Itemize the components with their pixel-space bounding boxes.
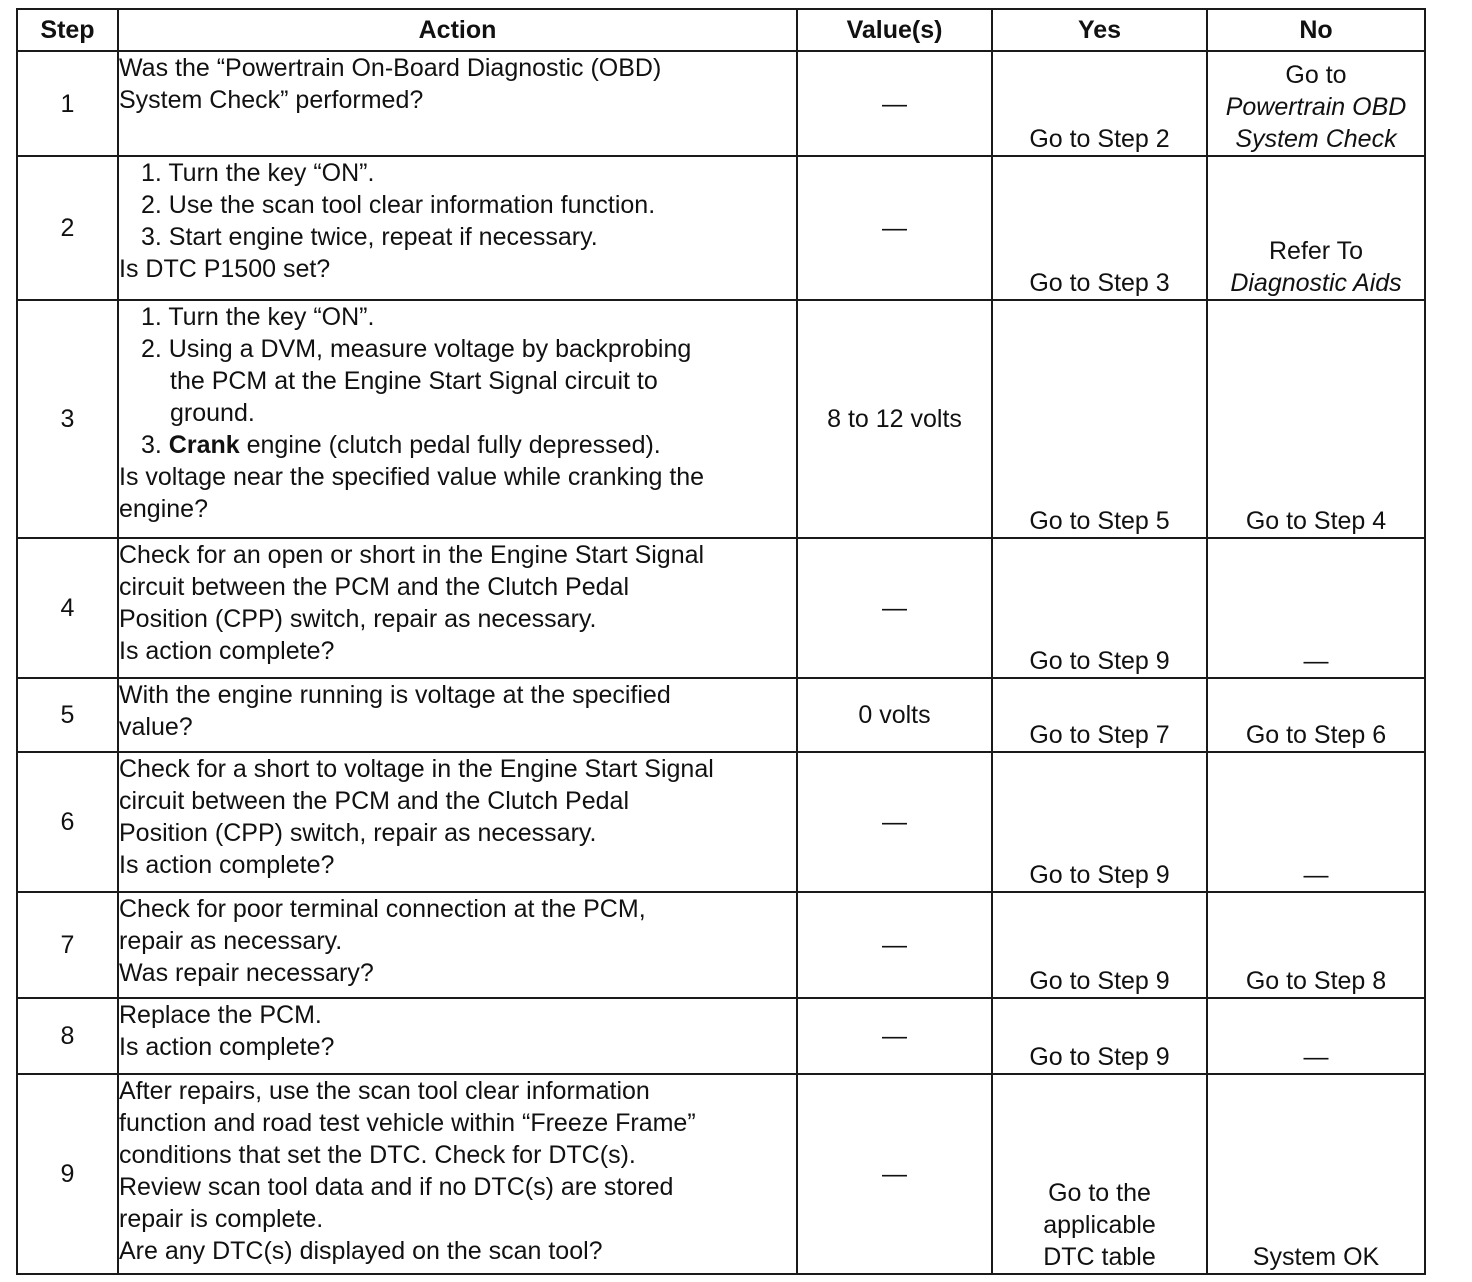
no-text: Go to: [1285, 61, 1347, 89]
action-question: engine?: [119, 495, 208, 523]
yes-text: applicable: [1043, 1211, 1156, 1239]
action-item: 1. Turn the key “ON”.: [141, 159, 375, 187]
yes-cell: Go to Step 9: [992, 752, 1207, 892]
action-text: After repairs, use the scan tool clear information: [119, 1077, 650, 1105]
step-number: 8: [17, 998, 118, 1074]
table-row: [17, 678, 1425, 752]
step-number: 1: [17, 51, 118, 156]
value-cell: 8 to 12 volts: [797, 300, 992, 538]
no-cell: —: [1207, 998, 1425, 1074]
action-text: Check for poor terminal connection at the PCM,: [119, 895, 646, 923]
value-cell: —: [797, 1074, 992, 1274]
action-text: Check for a short to voltage in the Engine Start Signal: [119, 755, 714, 783]
action-cell: [118, 1074, 797, 1274]
no-cell: —: [1207, 538, 1425, 678]
header-yes: Yes: [992, 9, 1207, 51]
no-cell: [1207, 156, 1425, 300]
action-cell: [118, 156, 797, 300]
table-row: [17, 538, 1425, 678]
action-cell: [118, 892, 797, 998]
header-step: Step: [17, 9, 118, 51]
action-cell: [118, 678, 797, 752]
yes-cell: Go to Step 2: [992, 51, 1207, 156]
yes-cell: Go to Step 5: [992, 300, 1207, 538]
yes-cell: Go to Step 3: [992, 156, 1207, 300]
table-row: [17, 998, 1425, 1074]
action-text: With the engine running is voltage at the specified: [119, 681, 671, 709]
step-number: 3: [17, 300, 118, 538]
table-row: [17, 51, 1425, 156]
action-item: 1. Turn the key “ON”.: [141, 303, 375, 331]
action-text: System Check” performed?: [119, 86, 424, 114]
action-question: Is DTC P1500 set?: [119, 255, 331, 283]
action-question: Is action complete?: [119, 851, 335, 879]
no-text: Refer To: [1268, 237, 1364, 265]
action-question: Are any DTC(s) displayed on the scan tool?: [119, 1237, 603, 1265]
no-cell: Go to Step 8: [1207, 892, 1425, 998]
step-number: 4: [17, 538, 118, 678]
yes-cell: Go to Step 9: [992, 998, 1207, 1074]
action-item: 2. Use the scan tool clear information function.: [141, 191, 656, 219]
table-row: [17, 892, 1425, 998]
action-text: circuit between the PCM and the Clutch Pedal: [119, 573, 629, 601]
value-cell: —: [797, 51, 992, 156]
no-reference: Powertrain OBD: [1225, 93, 1407, 121]
no-cell: Go to Step 4: [1207, 300, 1425, 538]
value-cell: —: [797, 892, 992, 998]
value-cell: —: [797, 752, 992, 892]
action-cell: [118, 752, 797, 892]
action-text: repair as necessary.: [119, 927, 343, 955]
action-cell: [118, 51, 797, 156]
action-cell: [118, 998, 797, 1074]
header-no: No: [1207, 9, 1425, 51]
yes-cell: Go to Step 9: [992, 892, 1207, 998]
step-number: 2: [17, 156, 118, 300]
action-text: Position (CPP) switch, repair as necessary.: [119, 605, 597, 633]
action-text: circuit between the PCM and the Clutch Pedal: [119, 787, 629, 815]
step-number: 5: [17, 678, 118, 752]
action-question: Was repair necessary?: [119, 959, 374, 987]
no-cell: Go to Step 6: [1207, 678, 1425, 752]
action-cell: [118, 300, 797, 538]
header-action: Action: [118, 9, 797, 51]
value-cell: —: [797, 538, 992, 678]
action-text: value?: [119, 713, 193, 741]
no-cell: [1207, 51, 1425, 156]
table-row: [17, 1074, 1425, 1274]
diagnostic-table: [16, 8, 1426, 1275]
value-cell: —: [797, 998, 992, 1074]
step-number: 7: [17, 892, 118, 998]
action-text: function and road test vehicle within “Freeze Frame”: [119, 1109, 696, 1137]
yes-cell: Go to Step 9: [992, 538, 1207, 678]
action-text: repair is complete.: [119, 1205, 324, 1233]
action-text: conditions that set the DTC. Check for DTC(s).: [119, 1141, 636, 1169]
action-item: 3. Crank engine (clutch pedal fully depressed).: [141, 431, 661, 459]
table-row: [17, 300, 1425, 538]
action-question: Is action complete?: [119, 1033, 335, 1061]
table-header-row: [17, 9, 1425, 51]
no-reference: Diagnostic Aids: [1230, 269, 1402, 297]
action-item: 2. Using a DVM, measure voltage by backprobing the PCM at the Engine Start Signal circuit to ground.: [141, 335, 692, 427]
action-question: Is voltage near the specified value while cranking the: [119, 463, 705, 491]
action-text: Review scan tool data and if no DTC(s) are stored: [119, 1173, 674, 1201]
no-cell: System OK: [1207, 1074, 1425, 1274]
yes-cell: Go to Step 7: [992, 678, 1207, 752]
no-reference: System Check: [1235, 125, 1397, 153]
action-item: 3. Start engine twice, repeat if necessary.: [141, 223, 598, 251]
action-question: Is action complete?: [119, 637, 335, 665]
step-number: 9: [17, 1074, 118, 1274]
yes-text: Go to the: [1048, 1179, 1151, 1207]
action-text: Replace the PCM.: [119, 1001, 322, 1029]
action-text: Was the “Powertrain On-Board Diagnostic (OBD): [119, 54, 662, 82]
step-number: 6: [17, 752, 118, 892]
table-row: [17, 752, 1425, 892]
header-values: Value(s): [797, 9, 992, 51]
yes-text: DTC table: [1043, 1243, 1156, 1271]
action-text: Check for an open or short in the Engine Start Signal: [119, 541, 705, 569]
action-cell: [118, 538, 797, 678]
value-cell: —: [797, 156, 992, 300]
value-cell: 0 volts: [797, 678, 992, 752]
table-row: [17, 156, 1425, 300]
yes-cell: [992, 1074, 1207, 1274]
action-text: Position (CPP) switch, repair as necessary.: [119, 819, 597, 847]
no-cell: —: [1207, 752, 1425, 892]
